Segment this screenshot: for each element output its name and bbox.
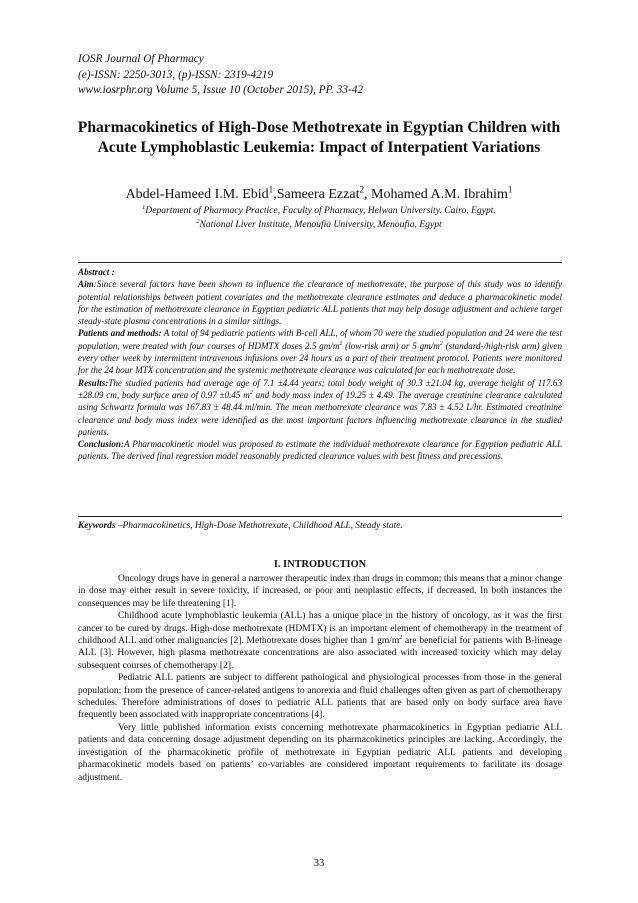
page-number: 33: [313, 858, 325, 869]
aim-label: Aim: [78, 279, 94, 290]
abstract-heading: Abstract :: [78, 267, 115, 277]
methods-label: Patients and methods:: [78, 328, 162, 339]
affiliation-1: [60, 205, 578, 217]
paragraph: [78, 610, 562, 672]
paragraph-text: Childhood acute lymphoblastic leukemia (ALL) has a unique place in the history of oncology, as it was the first cancer to be cured by drugs. High-dose methotrexate (HDMTX) is an important element of chemotherapy in the treatment of childhood ALL and other malignancies [2]. Methotrexate doses higher than 1 gm/m: [78, 611, 562, 647]
superscript: 2: [249, 389, 253, 396]
author-3: Mohamed A.M. Ibrahim: [371, 187, 508, 202]
methods-text: A total of 94 pediatric patients with B-cell ALL, of whom 70 were the studied population and 24 were the test population, were treated with four courses of HDMTX doses 2.5 gm/m: [78, 328, 562, 351]
author-1-affil: 1: [268, 184, 274, 195]
author-2-affil: 2: [359, 184, 365, 195]
methods-text: (low-risk arm) or 5 gm/m: [342, 340, 440, 351]
author-list: [60, 186, 578, 203]
affiliation-marker: 1: [142, 203, 146, 211]
abstract-results: [78, 377, 562, 438]
author-3-affil: 1: [507, 184, 513, 195]
introduction-body: [78, 573, 562, 784]
affiliation-marker: 2: [196, 217, 200, 225]
author-2: Sameera Ezzat: [276, 187, 360, 202]
superscript: 2: [399, 634, 403, 641]
results-text: and body mass index of 19.25 ± 4.49. The average creatinine clearance calculated using Schwartz formula was 167.83 ± 48.44 ml/min. The mean methotrexate clearance was 7.83 ± 4.52 L/hr. Estimated creatinine clearance and body mass index were identified as the most important factors influencing methotrexate clearance in the studied patients.: [78, 389, 562, 437]
results-label: Results:: [78, 377, 109, 388]
section-heading: I. INTRODUCTION: [273, 559, 367, 570]
superscript: 2: [439, 340, 443, 347]
keywords-text: –Pharmacokinetics, High-Dose Methotrexate, Childhood ALL, Steady state.: [115, 521, 403, 531]
paper-title: Pharmacokinetics of High-Dose Methotrexate in Egyptian Children with Acute Lymphoblastic Leukemia: Impact of Interpatient Variations: [77, 119, 561, 156]
keywords-label: Keywords: [78, 521, 116, 531]
paragraph: Pediatric ALL patients are subject to different pathological and physiological processes from those in the general population; from the presence of cancer-related antigens to anorexia and fluid challenges often given as part of chemotherapy schedules. Therefore administrations of doses to pediatric ALL patients that are based only on body surface area have frequently been associated with inappropriate concentrations [4].: [78, 673, 562, 721]
journal-volume: www.iosrphr.org Volume 5, Issue 10 (October 2015), PP. 33-42: [78, 84, 364, 96]
paragraph-text: are beneficial for patients with B-lineage ALL [3]. However, high plasma methotrexate concentrations are also associated with increased toxicity which may delay subsequent courses of chemotherapy [2].: [78, 636, 562, 671]
aim-text: :Since several factors have been shown to influence the clearance of methotrexate, the purpose of this study was to identify potential relationships between patient covariates and the methotrexate clearance estimates and deduce a pharmacokinetic model for the estimation of methotrexate clearance in Egyptian pediatric ALL patients that may help dosage adjustment and achieve target steady-state plasma concentrations in a similar sittings.: [78, 279, 562, 327]
affiliation-text: National Liver Institute, Menoufia University, Menoufia, Egypt: [199, 219, 442, 230]
affiliation-2: [60, 219, 578, 231]
keywords: [78, 520, 562, 532]
affiliation-text: Department of Pharmacy Practice, Faculty of Pharmacy, Helwan University. Cairo, Egypt.: [145, 205, 496, 216]
paragraph: Oncology drugs have in general a narrower therapeutic index than drugs in common; this means that a minor change in dose may either result in severe toxicity, if increased, or poor anti neoplastic effects, if decreased. In both instances the consequences may be life threatening [1].: [78, 574, 562, 609]
conclusion-text: A Pharmacokinetic model was proposed to estimate the individual methotrexate clearance for Egyptian pediatric ALL patients. The derived final regression model reasonably predicted clearance values with best fitness and precessions.: [78, 439, 562, 462]
journal-issn: (e)-ISSN: 2250-3013, (p)-ISSN: 2319-4219: [78, 68, 274, 81]
methods-text: (standard-/high-risk arm) given every other week by intermittent intravenous infusions over 24 hours as a part of their treatment protocol. Patients were monitored for the 24 hour MTX concentration and the systemic methotrexate clearance was calculated for each methotrexate dose.: [78, 340, 562, 376]
journal-header: [78, 52, 363, 99]
abstract: [78, 266, 562, 463]
results-text: The studied patients had average age of 7.1 ±4.44 years; total body weight of 30.3 ±21.04 kg, average height of 117.63 ±28.09 cm, body surface area of 0.97 ±0.45 m: [78, 377, 562, 400]
abstract-conclusion: [78, 438, 562, 463]
abstract-methods: [78, 327, 562, 376]
conclusion-label: Conclusion:: [78, 439, 124, 450]
superscript: 2: [339, 340, 343, 347]
journal-name: IOSR Journal Of Pharmacy: [78, 53, 204, 65]
divider-bottom: [78, 516, 562, 517]
author-1: Abdel-Hameed I.M. Ebid: [125, 187, 269, 202]
abstract-aim: [78, 278, 562, 327]
author-separator: ,: [364, 187, 372, 202]
paragraph: Very little published information exists concerning methotrexate pharmacokinetics in Egyptian pediatric ALL patients and data concerning dosage adjustment depending on its pharmacokinetics principles are lacking. Accordingly, the investigation of the pharmacokinetic profile of methotrexate in Egyptian pediatric ALL patients and developing pharmacokinetic models based on patients’ co-variables are considered important requirements to facilitate its dosage adjustment.: [78, 722, 562, 783]
divider-top: [78, 262, 562, 263]
author-separator: ,: [273, 187, 277, 202]
